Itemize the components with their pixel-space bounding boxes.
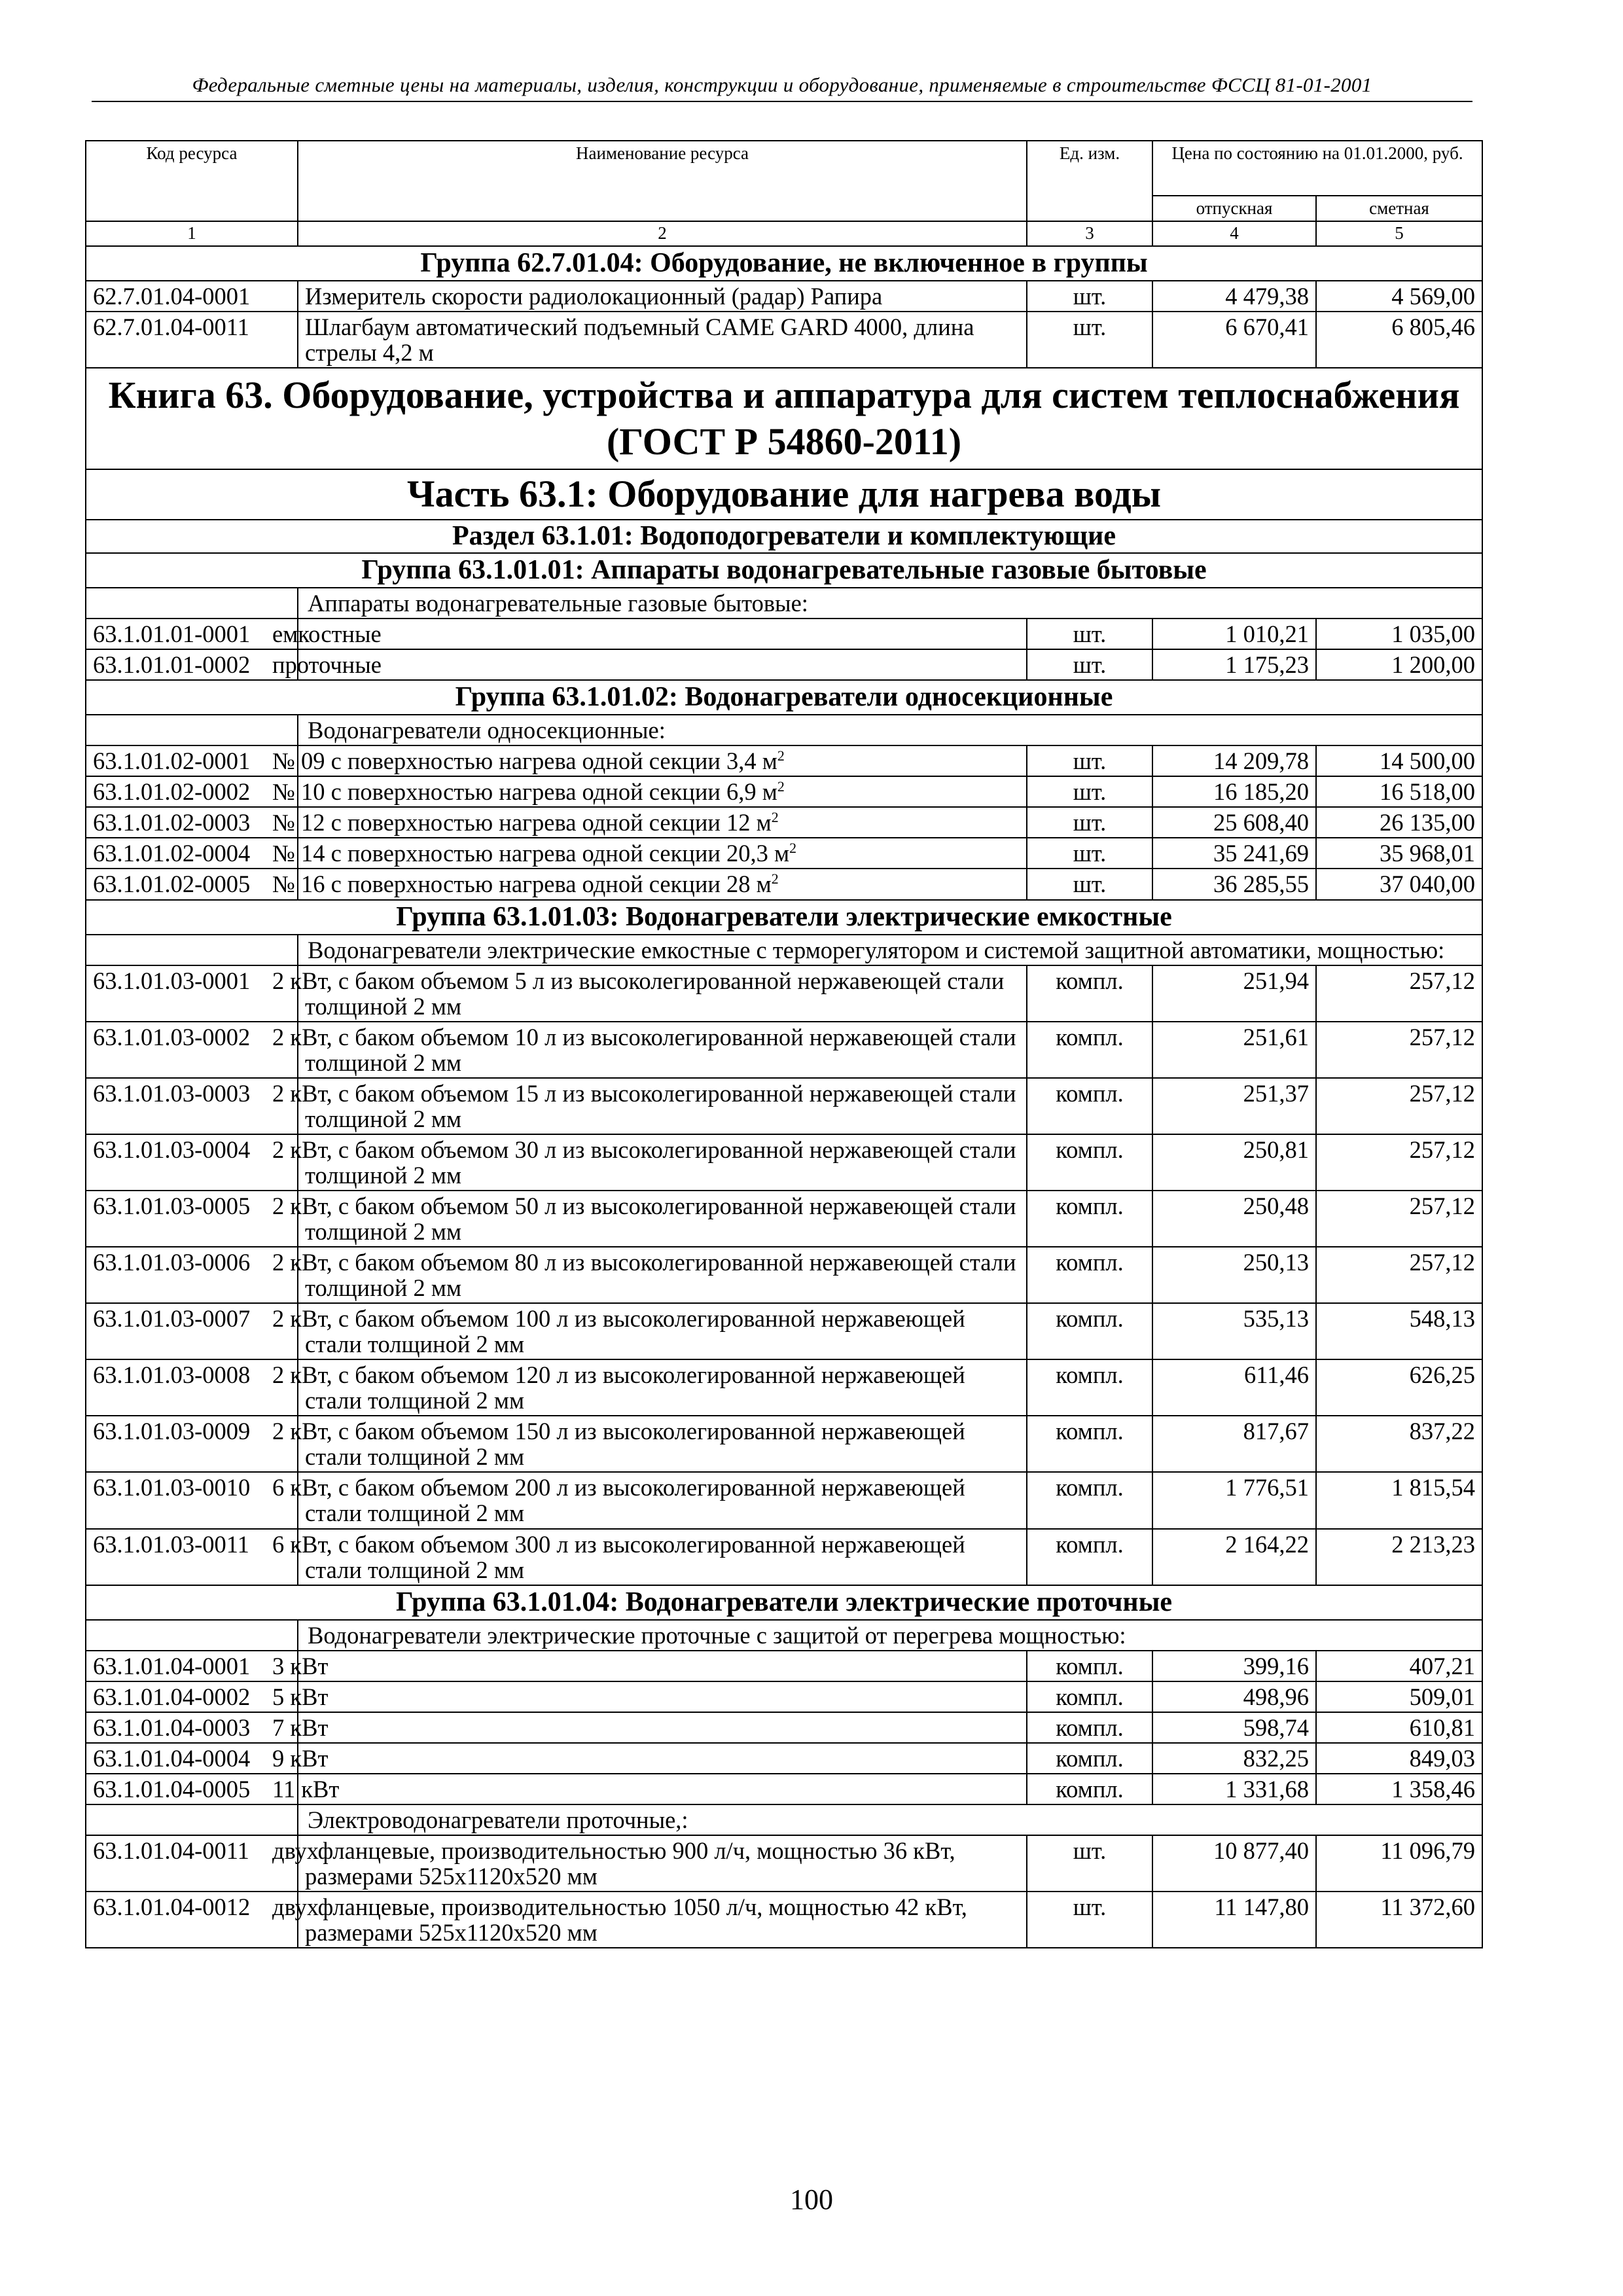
estimate-price: 257,12	[1316, 1078, 1482, 1134]
group-heading-row	[86, 553, 1482, 588]
resource-name: 2 кВт, с баком объемом 80 л из высоколегированной нержавеющей стали толщиной 2 мм	[298, 1247, 1027, 1303]
resource-code: 63.1.01.04-0003	[86, 1712, 298, 1743]
release-price: 1 175,23	[1152, 649, 1316, 680]
group-heading-row	[86, 900, 1482, 935]
estimate-price: 11 096,79	[1316, 1835, 1482, 1892]
group-title: Группа 62.7.01.04: Оборудование, не включенное в группы	[86, 246, 1482, 281]
unit-exponent: 2	[771, 870, 779, 888]
release-price: 498,96	[1152, 1681, 1316, 1712]
resource-name	[272, 838, 1027, 869]
table-row	[86, 1892, 1482, 1948]
unit-exponent: 2	[771, 809, 779, 826]
estimate-price: 11 372,60	[1316, 1892, 1482, 1948]
resource-code: 63.1.01.01-0001	[86, 619, 298, 649]
unit-cell: компл.	[1027, 1529, 1152, 1585]
col-header-estimate-price: сметная	[1316, 196, 1482, 221]
resource-code: 63.1.01.04-0001	[86, 1651, 298, 1681]
release-price: 832,25	[1152, 1743, 1316, 1774]
resource-name: Шлагбаум автоматический подъемный CAME GARD 4000, длина стрелы 4,2 м	[298, 312, 1027, 368]
col-header-unit: Ед. изм.	[1027, 141, 1152, 221]
release-price: 611,46	[1152, 1359, 1316, 1416]
unit-cell: компл.	[1027, 965, 1152, 1022]
estimate-price: 37 040,00	[1316, 869, 1482, 899]
resource-name	[272, 776, 1027, 807]
resource-name	[272, 869, 1027, 899]
resource-code: 63.1.01.04-0004	[86, 1743, 298, 1774]
estimate-price: 1 035,00	[1316, 619, 1482, 649]
unit-cell: шт.	[1027, 619, 1152, 649]
unit-cell: компл.	[1027, 1359, 1152, 1416]
release-price: 2 164,22	[1152, 1529, 1316, 1585]
resource-name: 2 кВт, с баком объемом 30 л из высоколегированной нержавеющей стали толщиной 2 мм	[298, 1134, 1027, 1191]
estimate-price: 4 569,00	[1316, 281, 1482, 312]
resource-name: 5 кВт	[298, 1681, 1027, 1712]
estimate-price: 1 200,00	[1316, 649, 1482, 680]
unit-cell: компл.	[1027, 1472, 1152, 1528]
estimate-price: 548,13	[1316, 1303, 1482, 1359]
part-heading-row	[86, 469, 1482, 520]
table-row	[86, 1416, 1482, 1472]
estimate-price: 6 805,46	[1316, 312, 1482, 368]
section-title: Раздел 63.1.01: Водоподогреватели и комплектующие	[86, 520, 1482, 553]
release-price: 250,81	[1152, 1134, 1316, 1191]
table-row	[86, 1472, 1482, 1528]
col-header-release-price: отпускная	[1152, 196, 1316, 221]
unit-cell: компл.	[1027, 1191, 1152, 1247]
table-row	[86, 312, 1482, 368]
resource-code: 63.1.01.03-0007	[86, 1303, 298, 1359]
subheading-text: Электроводонагреватели проточные,:	[298, 1804, 1482, 1835]
group-title: Группа 63.1.01.04: Водонагреватели электрические проточные	[86, 1585, 1482, 1620]
resource-code: 63.1.01.04-0002	[86, 1681, 298, 1712]
resource-code: 63.1.01.03-0005	[86, 1191, 298, 1247]
empty-code-cell	[86, 1620, 298, 1651]
table-row	[86, 1022, 1482, 1078]
running-header: Федеральные сметные цены на материалы, изделия, конструкции и оборудование, применяемые в строительстве ФССЦ 81-01-2001	[92, 73, 1472, 102]
resource-name: 2 кВт, с баком объемом 5 л из высоколегированной нержавеющей стали толщиной 2 мм	[298, 965, 1027, 1022]
unit-cell: компл.	[1027, 1712, 1152, 1743]
resource-name: 2 кВт, с баком объемом 10 л из высоколегированной нержавеющей стали толщиной 2 мм	[298, 1022, 1027, 1078]
resource-name: 6 кВт, с баком объемом 200 л из высоколегированной нержавеющей стали толщиной 2 мм	[298, 1472, 1027, 1528]
resource-code: 63.1.01.02-0001	[86, 745, 298, 776]
resource-code: 63.1.01.04-0012	[86, 1892, 298, 1948]
group-title: Группа 63.1.01.02: Водонагреватели односекционные	[86, 680, 1482, 715]
estimate-price: 14 500,00	[1316, 745, 1482, 776]
resource-name: двухфланцевые, производительностью 1050 л/ч, мощностью 42 кВт, размерами 525x1120x520 мм	[298, 1892, 1027, 1948]
resource-name: проточные	[298, 649, 1027, 680]
table-row	[86, 1191, 1482, 1247]
col-header-name: Наименование ресурса	[298, 141, 1027, 221]
resource-name: двухфланцевые, производительностью 900 л/ч, мощностью 36 кВт, размерами 525x1120x520 мм	[298, 1835, 1027, 1892]
unit-exponent: 2	[777, 778, 785, 795]
col-number-3: 3	[1027, 221, 1152, 246]
col-number-5: 5	[1316, 221, 1482, 246]
resource-name: емкостные	[298, 619, 1027, 649]
table-row	[86, 1835, 1482, 1892]
resource-name: 2 кВт, с баком объемом 120 л из высоколегированной нержавеющей стали толщиной 2 мм	[298, 1359, 1027, 1416]
table-row	[86, 807, 1482, 838]
subheading-text: Водонагреватели электрические емкостные с терморегулятором и системой защитной автоматики, мощностью:	[298, 935, 1482, 965]
table-row	[86, 281, 1482, 312]
release-price: 399,16	[1152, 1651, 1316, 1681]
section-heading-row	[86, 520, 1482, 553]
subheading-text: Аппараты водонагревательные газовые бытовые:	[298, 588, 1482, 619]
resource-code: 63.1.01.04-0005	[86, 1774, 298, 1804]
resource-code: 63.1.01.03-0002	[86, 1022, 298, 1078]
empty-code-cell	[86, 715, 298, 745]
unit-cell: шт.	[1027, 807, 1152, 838]
estimate-price: 509,01	[1316, 1681, 1482, 1712]
estimate-price: 35 968,01	[1316, 838, 1482, 869]
release-price: 817,67	[1152, 1416, 1316, 1472]
estimate-price: 1 358,46	[1316, 1774, 1482, 1804]
release-price: 10 877,40	[1152, 1835, 1316, 1892]
resource-code: 63.1.01.03-0003	[86, 1078, 298, 1134]
release-price: 1 331,68	[1152, 1774, 1316, 1804]
table-row	[86, 1359, 1482, 1416]
release-price: 250,48	[1152, 1191, 1316, 1247]
subheading-row	[86, 715, 1482, 745]
unit-cell: компл.	[1027, 1651, 1152, 1681]
resource-name: 11 кВт	[298, 1774, 1027, 1804]
estimate-price: 257,12	[1316, 1022, 1482, 1078]
subheading-text: Водонагреватели односекционные:	[298, 715, 1482, 745]
unit-exponent: 2	[777, 747, 785, 764]
unit-cell: шт.	[1027, 281, 1152, 312]
unit-cell: компл.	[1027, 1134, 1152, 1191]
unit-cell: компл.	[1027, 1743, 1152, 1774]
release-price: 6 670,41	[1152, 312, 1316, 368]
release-price: 251,94	[1152, 965, 1316, 1022]
unit-cell: шт.	[1027, 312, 1152, 368]
unit-cell: шт.	[1027, 1892, 1152, 1948]
table-row	[86, 619, 1482, 649]
estimate-price: 849,03	[1316, 1743, 1482, 1774]
estimate-price: 407,21	[1316, 1651, 1482, 1681]
table-row	[86, 838, 1482, 869]
release-price: 25 608,40	[1152, 807, 1316, 838]
resource-name: 9 кВт	[298, 1743, 1027, 1774]
release-price: 14 209,78	[1152, 745, 1316, 776]
resource-name-text: № 14 с поверхностью нагрева одной секции 20,3 м	[272, 840, 790, 867]
estimate-price: 2 213,23	[1316, 1529, 1482, 1585]
release-price: 1 776,51	[1152, 1472, 1316, 1528]
empty-code-cell	[86, 588, 298, 619]
estimate-price: 16 518,00	[1316, 776, 1482, 807]
empty-code-cell	[86, 1804, 298, 1835]
unit-cell: шт.	[1027, 869, 1152, 899]
unit-cell: компл.	[1027, 1078, 1152, 1134]
col-number-2: 2	[298, 221, 1027, 246]
table-row	[86, 1712, 1482, 1743]
release-price: 598,74	[1152, 1712, 1316, 1743]
unit-cell: шт.	[1027, 1835, 1152, 1892]
page-number: 100	[790, 2183, 833, 2215]
resource-code: 63.1.01.02-0004	[86, 838, 298, 869]
resource-name: 7 кВт	[298, 1712, 1027, 1743]
price-table	[85, 140, 1483, 1948]
unit-cell: компл.	[1027, 1247, 1152, 1303]
estimate-price: 257,12	[1316, 965, 1482, 1022]
part-title: Часть 63.1: Оборудование для нагрева воды	[86, 469, 1482, 520]
estimate-price: 626,25	[1316, 1359, 1482, 1416]
unit-exponent: 2	[789, 840, 797, 857]
unit-cell: компл.	[1027, 1416, 1152, 1472]
unit-cell: шт.	[1027, 776, 1152, 807]
release-price: 1 010,21	[1152, 619, 1316, 649]
release-price: 16 185,20	[1152, 776, 1316, 807]
table-row	[86, 776, 1482, 807]
table-row	[86, 869, 1482, 899]
table-row	[86, 965, 1482, 1022]
resource-code: 63.1.01.02-0005	[86, 869, 298, 899]
resource-name-text: № 12 с поверхностью нагрева одной секции 12 м	[272, 809, 772, 836]
group-title: Группа 63.1.01.03: Водонагреватели электрические емкостные	[86, 900, 1482, 935]
book-title: Книга 63. Оборудование, устройства и аппаратура для систем теплоснабжения (ГОСТ Р 54860-2011)	[86, 368, 1482, 470]
subheading-row	[86, 935, 1482, 965]
table-body	[86, 246, 1482, 1948]
estimate-price: 257,12	[1316, 1191, 1482, 1247]
estimate-price: 610,81	[1316, 1712, 1482, 1743]
unit-cell: шт.	[1027, 838, 1152, 869]
resource-code: 63.1.01.03-0010	[86, 1472, 298, 1528]
resource-code: 63.1.01.03-0004	[86, 1134, 298, 1191]
table-row	[86, 1247, 1482, 1303]
empty-code-cell	[86, 935, 298, 965]
resource-name	[272, 807, 1027, 838]
table-row	[86, 1651, 1482, 1681]
release-price: 251,37	[1152, 1078, 1316, 1134]
resource-code: 63.1.01.03-0008	[86, 1359, 298, 1416]
table-row	[86, 1134, 1482, 1191]
resource-name: 2 кВт, с баком объемом 150 л из высоколегированной нержавеющей стали толщиной 2 мм	[298, 1416, 1027, 1472]
release-price: 35 241,69	[1152, 838, 1316, 869]
unit-cell: шт.	[1027, 745, 1152, 776]
subheading-row	[86, 1620, 1482, 1651]
table-row	[86, 1529, 1482, 1585]
estimate-price: 1 815,54	[1316, 1472, 1482, 1528]
table-row	[86, 1078, 1482, 1134]
resource-code: 63.1.01.03-0006	[86, 1247, 298, 1303]
group-heading-row	[86, 246, 1482, 281]
table-row	[86, 1681, 1482, 1712]
table-row	[86, 745, 1482, 776]
release-price: 4 479,38	[1152, 281, 1316, 312]
col-number-4: 4	[1152, 221, 1316, 246]
unit-cell: компл.	[1027, 1774, 1152, 1804]
resource-code: 63.1.01.02-0003	[86, 807, 298, 838]
subheading-row	[86, 1804, 1482, 1835]
resource-code: 63.1.01.03-0001	[86, 965, 298, 1022]
estimate-price: 257,12	[1316, 1134, 1482, 1191]
estimate-price: 26 135,00	[1316, 807, 1482, 838]
release-price: 535,13	[1152, 1303, 1316, 1359]
table-row	[86, 1743, 1482, 1774]
resource-code: 63.1.01.03-0011	[86, 1529, 298, 1585]
resource-code: 63.1.01.03-0009	[86, 1416, 298, 1472]
resource-name-text: № 10 с поверхностью нагрева одной секции 6,9 м	[272, 778, 777, 806]
estimate-price: 837,22	[1316, 1416, 1482, 1472]
unit-cell: компл.	[1027, 1022, 1152, 1078]
estimate-price: 257,12	[1316, 1247, 1482, 1303]
release-price: 11 147,80	[1152, 1892, 1316, 1948]
resource-name-text: № 09 с поверхностью нагрева одной секции 3,4 м	[272, 747, 777, 775]
resource-code: 63.1.01.04-0011	[86, 1835, 298, 1892]
table-row	[86, 1774, 1482, 1804]
resource-name: 3 кВт	[298, 1651, 1027, 1681]
unit-cell: компл.	[1027, 1681, 1152, 1712]
subheading-row	[86, 588, 1482, 619]
release-price: 36 285,55	[1152, 869, 1316, 899]
resource-code: 62.7.01.04-0011	[86, 312, 298, 368]
table-row	[86, 1303, 1482, 1359]
book-heading-row	[86, 368, 1482, 470]
resource-code: 62.7.01.04-0001	[86, 281, 298, 312]
resource-code: 63.1.01.01-0002	[86, 649, 298, 680]
resource-name: 2 кВт, с баком объемом 15 л из высоколегированной нержавеющей стали толщиной 2 мм	[298, 1078, 1027, 1134]
group-heading-row	[86, 1585, 1482, 1620]
group-heading-row	[86, 680, 1482, 715]
resource-name: 6 кВт, с баком объемом 300 л из высоколегированной нержавеющей стали толщиной 2 мм	[298, 1529, 1027, 1585]
col-header-price: Цена по состоянию на 01.01.2000, руб.	[1152, 141, 1482, 196]
release-price: 251,61	[1152, 1022, 1316, 1078]
col-number-1: 1	[86, 221, 298, 246]
resource-name: Измеритель скорости радиолокационный (радар) Рапира	[298, 281, 1027, 312]
col-header-code: Код ресурса	[86, 141, 298, 221]
resource-name: 2 кВт, с баком объемом 100 л из высоколегированной нержавеющей стали толщиной 2 мм	[298, 1303, 1027, 1359]
group-title: Группа 63.1.01.01: Аппараты водонагревательные газовые бытовые	[86, 553, 1482, 588]
unit-cell: компл.	[1027, 1303, 1152, 1359]
unit-cell: шт.	[1027, 649, 1152, 680]
table-row	[86, 649, 1482, 680]
resource-code: 63.1.01.02-0002	[86, 776, 298, 807]
resource-name-text: № 16 с поверхностью нагрева одной секции 28 м	[272, 870, 772, 898]
resource-name	[272, 745, 1027, 776]
resource-name: 2 кВт, с баком объемом 50 л из высоколегированной нержавеющей стали толщиной 2 мм	[298, 1191, 1027, 1247]
subheading-text: Водонагреватели электрические проточные с защитой от перегрева мощностью:	[298, 1620, 1482, 1651]
release-price: 250,13	[1152, 1247, 1316, 1303]
